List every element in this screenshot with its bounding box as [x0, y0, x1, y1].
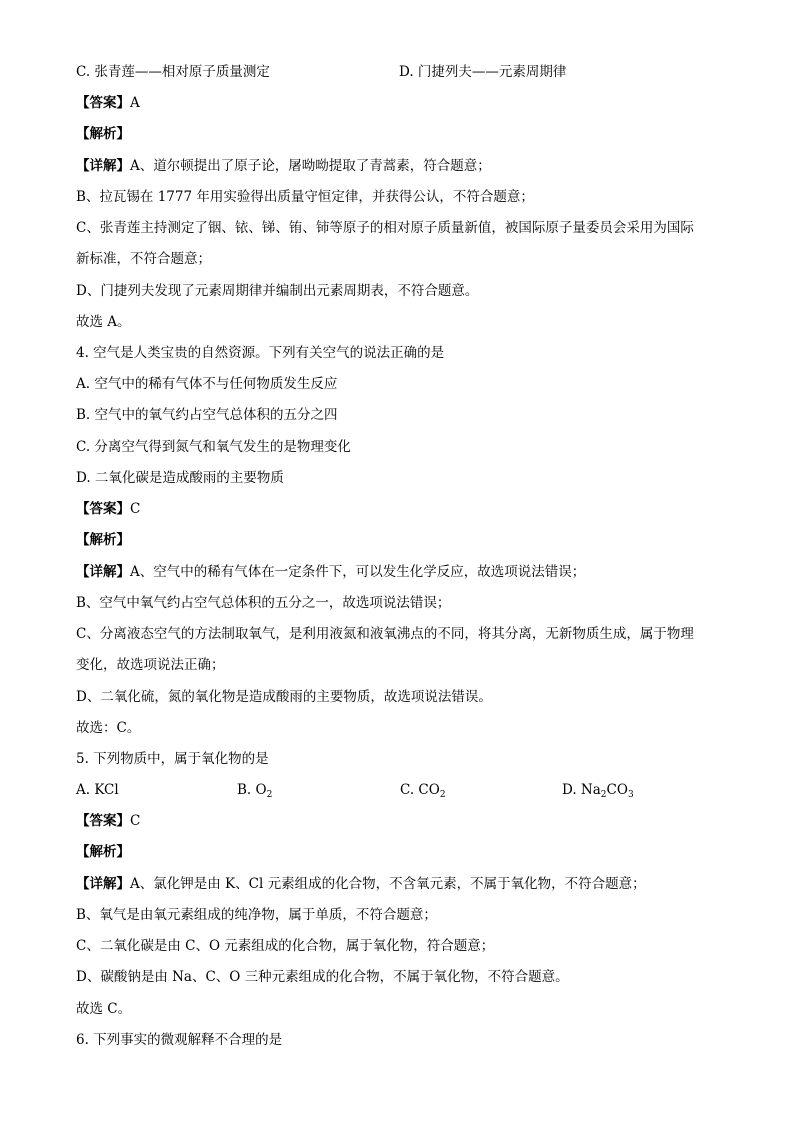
- answer-label: 【答案】: [76, 501, 130, 517]
- q4-conclusion: 故选：C。: [76, 720, 141, 736]
- q5-detail-line: C、二氧化碳是由 C、O 元素组成的化合物，属于氧化物，符合题意；: [76, 938, 495, 954]
- q3-option-d: D. 门捷列夫——元素周期律: [399, 64, 567, 80]
- answer-value: A: [130, 95, 140, 111]
- q4-detail-line: C、分离液态空气的方法制取氧气，是利用液氮和液氧沸点的不同，将其分离，无新物质生成，属于物理: [76, 626, 694, 642]
- q4-detail-line: D、二氧化硫，氮的氧化物是造成酸雨的主要物质，故选项说法错误。: [76, 689, 492, 705]
- detail-label: 【详解】: [76, 876, 130, 892]
- q5-option-c: [400, 780, 446, 800]
- q6-stem: 6. 下列事实的微观解释不合理的是: [76, 1032, 283, 1048]
- option-text: B. O: [237, 782, 267, 798]
- analysis-label: 【解析】: [76, 126, 130, 142]
- q4-detail-line: B、空气中氧气约占空气总体积的五分之一，故选项说法错误；: [76, 595, 451, 611]
- q5-option-b: [237, 780, 272, 800]
- q3-detail-line: 新标准，不符合题意；: [76, 251, 211, 267]
- answer-label: 【答案】: [76, 813, 130, 829]
- q4-analysis-heading: [76, 530, 718, 550]
- q5-conclusion: 故选 C。: [76, 1001, 132, 1017]
- option-text: C. CO: [400, 782, 440, 798]
- q4-option: D. 二氧化碳是造成酸雨的主要物质: [76, 470, 284, 486]
- q5-detail-line: B、氧气是由氧元素组成的纯净物，属于单质，不符合题意；: [76, 907, 437, 923]
- answer-value: C: [130, 501, 141, 517]
- q3-answer: [76, 93, 718, 113]
- q5-detail-line: [76, 874, 718, 894]
- q3-detail-line: C、张青莲主持测定了铟、铱、锑、铕、铈等原子的相对原子质量新值，被国际原子量委员会采用为国际: [76, 220, 694, 236]
- q4-detail-line: 变化，故选项说法正确；: [76, 657, 225, 673]
- option-text: D. Na: [562, 782, 601, 798]
- q4-option: B. 空气中的氧气约占空气总体积的五分之四: [76, 407, 338, 423]
- q4-stem: 4. 空气是人类宝贵的自然资源。下列有关空气的说法正确的是: [76, 345, 445, 361]
- q5-detail-line: D、碳酸钠是由 Na、C、O 三种元素组成的化合物，不属于氧化物，不符合题意。: [76, 969, 569, 985]
- q5-option-d: [562, 780, 634, 800]
- answer-label: 【答案】: [76, 95, 130, 111]
- q3-detail-line: B、拉瓦锡在 1777 年用实验得出质量守恒定律，并获得公认，不符合题意；: [76, 189, 534, 205]
- q4-answer: [76, 499, 718, 519]
- detail-text: A、氯化钾是由 K、Cl 元素组成的化合物，不含氧元素，不属于氧化物，不符合题意；: [130, 876, 646, 892]
- detail-text: A、道尔顿提出了原子论，屠呦呦提取了青蒿素，符合题意；: [130, 158, 491, 174]
- q4-option: A. 空气中的稀有气体不与任何物质发生反应: [76, 376, 338, 392]
- q3-option-c: C. 张青莲——相对原子质量测定: [76, 64, 270, 80]
- analysis-label: 【解析】: [76, 844, 130, 860]
- q3-conclusion: 故选 A。: [76, 314, 131, 330]
- option-text: CO: [606, 782, 628, 798]
- q3-analysis-heading: [76, 124, 718, 144]
- subscript: 2: [600, 790, 607, 800]
- q4-detail-line: [76, 562, 718, 582]
- analysis-label: 【解析】: [76, 532, 130, 548]
- subscript: 2: [266, 790, 273, 800]
- q4-option: C. 分离空气得到氮气和氧气发生的是物理变化: [76, 439, 351, 455]
- detail-label: 【详解】: [76, 158, 130, 174]
- q3-options-row: [76, 62, 718, 82]
- q3-detail-line: D、门捷列夫发现了元素周期律并编制出元素周期表，不符合题意。: [76, 283, 479, 299]
- q5-options-row: [76, 780, 718, 800]
- q5-analysis-heading: [76, 842, 718, 862]
- q3-detail-line: [76, 156, 718, 176]
- subscript: 2: [439, 790, 446, 800]
- q5-answer: [76, 811, 718, 831]
- detail-label: 【详解】: [76, 564, 130, 580]
- detail-text: A、空气中的稀有气体在一定条件下，可以发生化学反应，故选项说法错误；: [130, 564, 586, 580]
- q5-stem: 5. 下列物质中，属于氧化物的是: [76, 751, 269, 767]
- q5-option-a: A. KCl: [76, 782, 119, 798]
- subscript: 3: [627, 790, 634, 800]
- answer-value: C: [130, 813, 141, 829]
